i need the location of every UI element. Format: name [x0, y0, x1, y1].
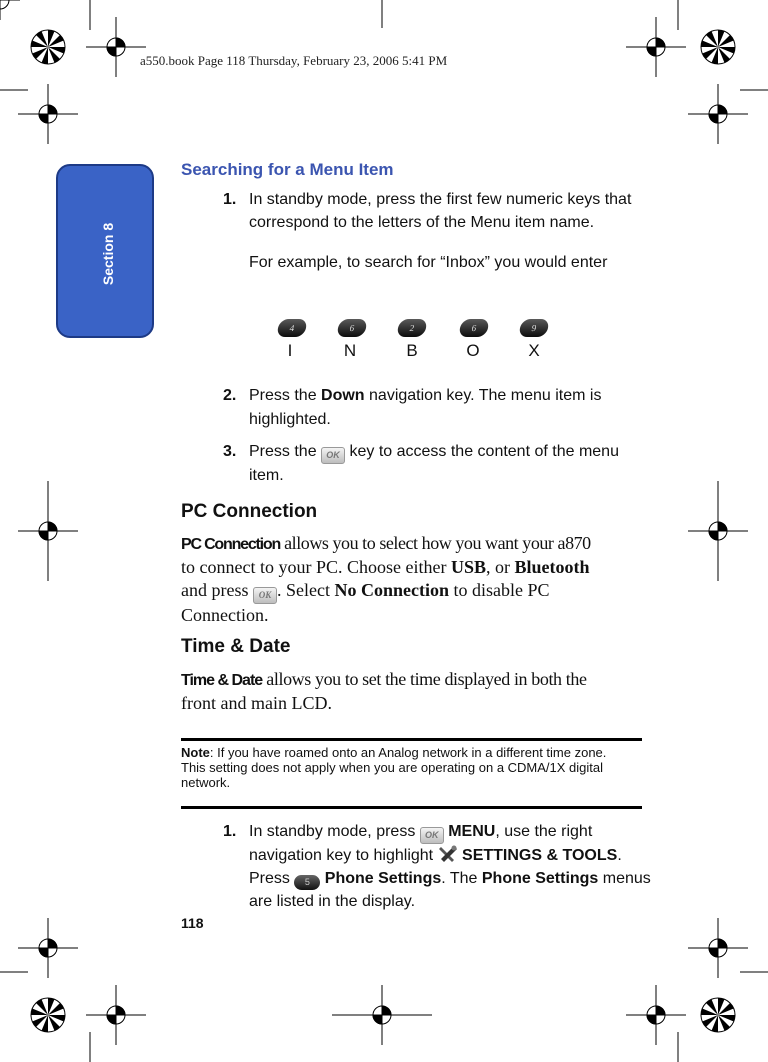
letter-i: I: [287, 341, 293, 360]
step-2-line-2: highlighted.: [249, 411, 331, 428]
searching-heading: Searching for a Menu Item: [181, 160, 394, 179]
searching-step-2: [249, 384, 601, 432]
pc-line-3-post: to disable PC: [448, 580, 550, 600]
key-4-icon: 4: [276, 319, 308, 337]
letter-n: N: [343, 341, 357, 360]
searching-step-1: [223, 188, 236, 211]
td-line-2: front and main LCD.: [181, 693, 332, 713]
ok-key-icon: OK: [253, 587, 277, 604]
pc-line-1: allows you to select how you want your a870: [280, 533, 591, 553]
step-3-line-2: item.: [249, 467, 284, 484]
searching-step-1-text: [249, 188, 631, 274]
time-date-body: [181, 668, 651, 715]
step-number: 1.: [223, 191, 237, 208]
section-tab: [56, 164, 154, 338]
pc-line-3-pre: and press: [181, 580, 253, 600]
step-3-pre: Press the: [249, 443, 322, 460]
bluetooth-label: Bluetooth: [514, 557, 590, 577]
ok-key-icon: OK: [420, 827, 444, 844]
step-3-post: key to access the content of the menu: [345, 443, 619, 460]
step-number: 1.: [223, 823, 237, 840]
t-step-line-3-post: menus: [598, 870, 651, 887]
note-box: [181, 745, 651, 790]
note-bottom-rule: [181, 806, 642, 809]
phone-settings-label: Phone Settings: [324, 870, 442, 887]
key-2-icon: 2: [396, 319, 428, 337]
searching-step-3: [249, 440, 619, 488]
pc-connection-body: [181, 532, 651, 627]
searching-step-3-number: [223, 440, 236, 463]
settings-tools-label: SETTINGS & TOOLS: [462, 847, 618, 864]
key-9-icon: 9: [518, 319, 550, 337]
step-2-pre: Press the: [249, 387, 322, 404]
time-step-1: [249, 820, 651, 913]
pc-line-2-mid: , or: [485, 557, 515, 577]
letter-o: O: [466, 341, 480, 360]
pc-line-4: Connection.: [181, 605, 269, 625]
step-number: 3.: [223, 443, 237, 460]
ok-key-icon: OK: [321, 447, 345, 464]
step-1-line-1: In standby mode, press the first few numeric keys that: [249, 191, 632, 208]
key-sequence: [270, 318, 560, 364]
time-date-heading: Time & Date: [181, 636, 291, 657]
step-1-line-2: correspond to the letters of the Menu item name.: [249, 214, 595, 231]
menu-label: MENU: [448, 823, 496, 840]
t-step-pre: In standby mode, press: [249, 823, 420, 840]
pc-line-3-mid: . Select: [276, 580, 335, 600]
time-step-1-number: [223, 820, 236, 843]
key-5-icon: 5: [294, 875, 320, 890]
step-number: 2.: [223, 387, 237, 404]
book-info-line: a550.book Page 118 Thursday, February 23, 2006 5:41 PM: [140, 53, 448, 68]
section-label: Section 8: [100, 222, 116, 286]
time-date-lead: Time & Date: [181, 672, 263, 689]
t-step-line-4: are listed in the display.: [249, 893, 416, 910]
key-6-icon: 6: [458, 319, 490, 337]
t-step-line-2-pre: navigation key to highlight: [249, 847, 438, 864]
pc-connection-heading: PC Connection: [181, 501, 318, 522]
letter-x: X: [528, 341, 540, 360]
td-line-1: allows you to set the time displayed in both the: [262, 669, 587, 689]
letter-b: B: [406, 341, 418, 360]
note-line-1: : If you have roamed onto an Analog network in a different time zone.: [209, 745, 607, 760]
t-step-line-3-pre: Press: [249, 870, 295, 887]
page-number: 118: [181, 915, 204, 931]
down-key-label: Down: [321, 387, 365, 404]
example-text: For example, to search for “Inbox” you would enter: [249, 254, 608, 271]
t-step-line-2-post: .: [617, 847, 622, 864]
pc-line-2-pre: to connect to your PC. Choose either: [181, 557, 451, 577]
phone-settings-label-2: Phone Settings: [481, 870, 599, 887]
note-line-3: network.: [181, 775, 231, 790]
t-step-post: , use the right: [495, 823, 593, 840]
key-6-icon: 6: [336, 319, 368, 337]
settings-tools-icon: [438, 845, 458, 863]
no-connection-label: No Connection: [334, 580, 449, 600]
note-top-rule: [181, 738, 642, 741]
note-line-2: This setting does not apply when you are operating on a CDMA/1X digital: [181, 760, 604, 775]
pc-connection-lead: PC Connection: [181, 536, 281, 553]
usb-label: USB: [450, 557, 486, 577]
step-2-post: navigation key. The menu item is: [364, 387, 602, 404]
note-label: Note: [181, 745, 210, 760]
t-step-line-3-mid: . The: [441, 870, 482, 887]
searching-step-2-number: [223, 384, 236, 407]
